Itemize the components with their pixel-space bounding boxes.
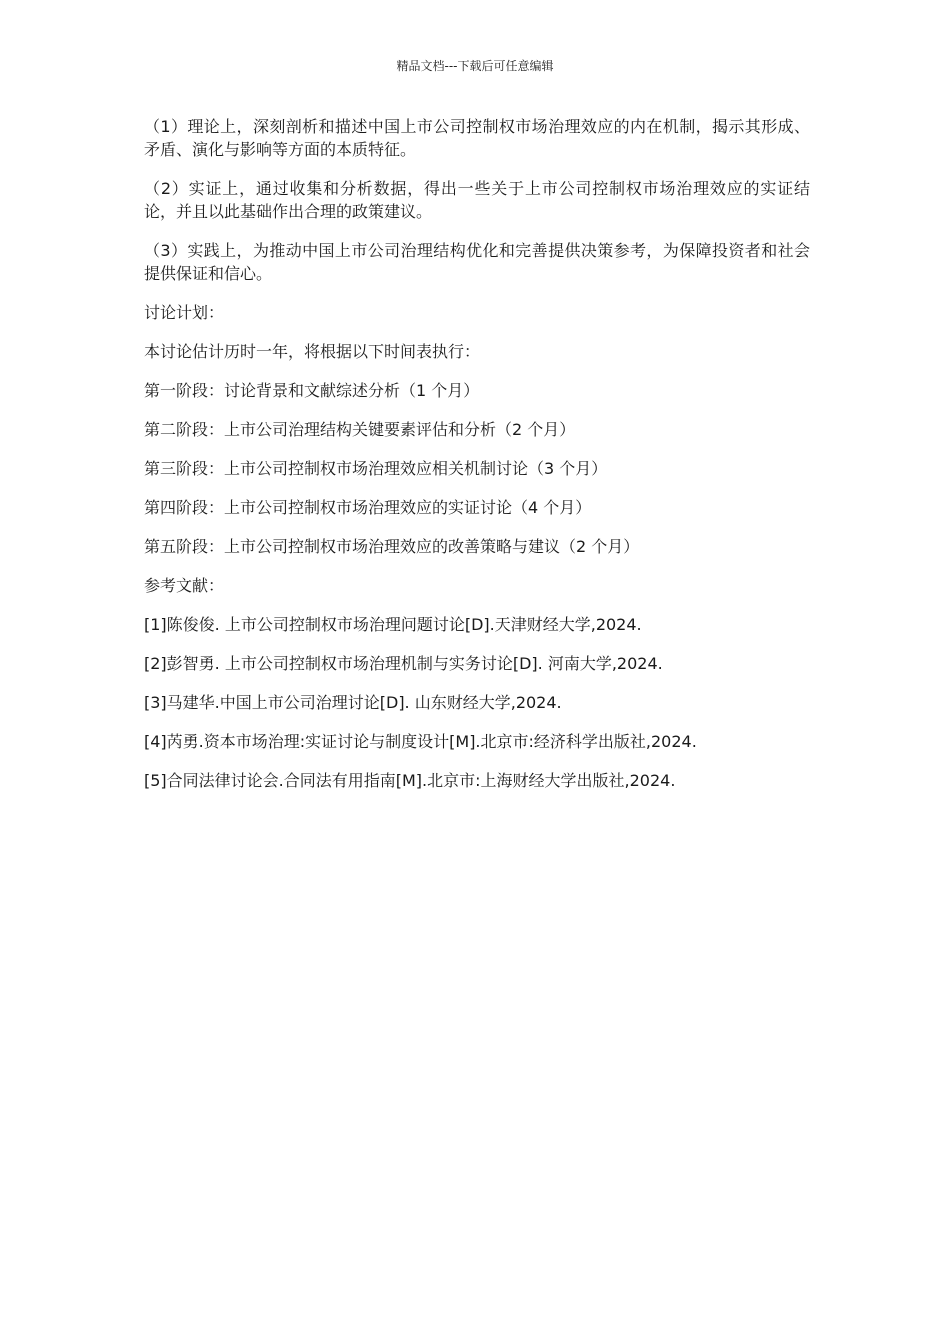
plan-stage-2: 第二阶段：上市公司治理结构关键要素评估和分析（2 个月） bbox=[144, 420, 576, 439]
plan-stage-3: 第三阶段：上市公司控制权市场治理效应相关机制讨论（3 个月） bbox=[144, 459, 608, 478]
plan-intro: 本讨论估计历时一年，将根据以下时间表执行： bbox=[144, 342, 481, 361]
reference-item-5: [5]合同法律讨论会.合同法有用指南[M].北京市:上海财经大学出版社,2024. bbox=[144, 771, 676, 790]
reference-item-1: [1]陈俊俊. 上市公司控制权市场治理问题讨论[D].天津财经大学,2024. bbox=[144, 615, 642, 634]
significance-paragraph-3: （3）实践上，为推动中国上市公司治理结构优化和完善提供决策参考，为保障投资者和社会提供保证和信心。 bbox=[144, 241, 810, 283]
significance-paragraph-2: （2）实证上，通过收集和分析数据，得出一些关于上市公司控制权市场治理效应的实证结论，并且以此基础作出合理的政策建议。 bbox=[144, 179, 810, 221]
plan-heading: 讨论计划： bbox=[144, 303, 225, 322]
plan-stage-5: 第五阶段：上市公司控制权市场治理效应的改善策略与建议（2 个月） bbox=[144, 537, 640, 556]
reference-item-4: [4]芮勇.资本市场治理:实证讨论与制度设计[M].北京市:经济科学出版社,2024. bbox=[144, 732, 697, 751]
plan-stage-4: 第四阶段：上市公司控制权市场治理效应的实证讨论（4 个月） bbox=[144, 498, 592, 517]
document-body bbox=[144, 115, 810, 808]
plan-stage-1: 第一阶段：讨论背景和文献综述分析（1 个月） bbox=[144, 381, 480, 400]
reference-item-3: [3]马建华.中国上市公司治理讨论[D]. 山东财经大学,2024. bbox=[144, 693, 562, 712]
reference-item-2: [2]彭智勇. 上市公司控制权市场治理机制与实务讨论[D]. 河南大学,2024. bbox=[144, 654, 663, 673]
page-header: 精品文档---下载后可任意编辑 bbox=[396, 59, 554, 73]
significance-paragraph-1: （1）理论上，深刻剖析和描述中国上市公司控制权市场治理效应的内在机制，揭示其形成、矛盾、演化与影响等方面的本质特征。 bbox=[144, 117, 810, 159]
references-heading: 参考文献： bbox=[144, 576, 225, 595]
